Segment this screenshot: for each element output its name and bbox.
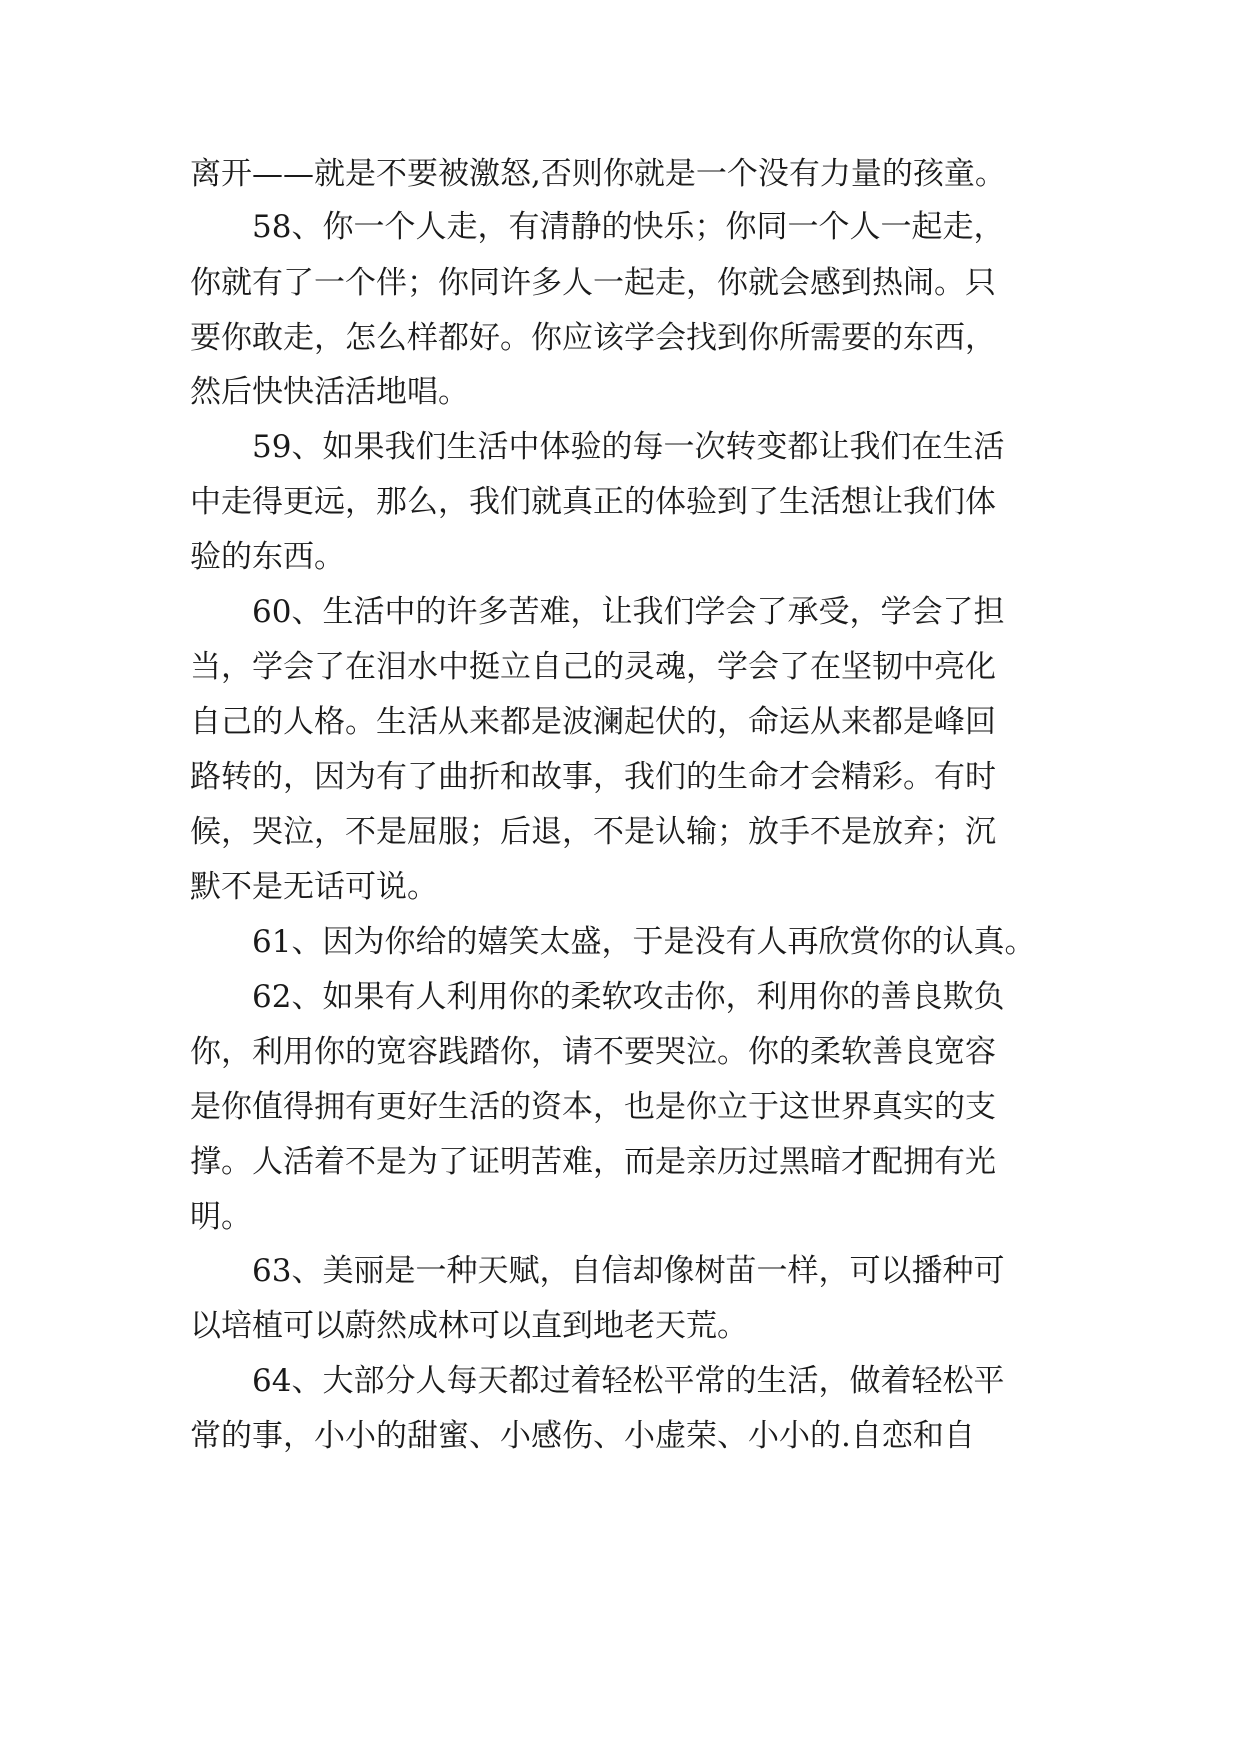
text-line: 验的东西。 <box>190 539 345 575</box>
paragraph-58-line: 58、你一个人走，有清静的快乐；你同一个人一起走， <box>252 209 1005 245</box>
text-line: 要你敢走，怎么样都好。你应该学会找到你所需要的东西， <box>190 320 996 356</box>
paragraph-63-line: 63、美丽是一种天赋，自信却像树苗一样，可以播种可 <box>252 1253 1005 1289</box>
paragraph-64-line: 64、大部分人每天都过着轻松平常的生活，做着轻松平 <box>252 1363 1005 1399</box>
text-line: 是你值得拥有更好生活的资本，也是你立于这世界真实的支 <box>190 1089 996 1125</box>
text-line: 以培植可以蔚然成林可以直到地老天荒。 <box>190 1308 748 1344</box>
text-line: 候，哭泣，不是屈服；后退，不是认输；放手不是放弃；沉 <box>190 814 996 850</box>
text-line: 撑。人活着不是为了证明苦难，而是亲历过黑暗才配拥有光 <box>190 1144 996 1180</box>
text-line: 你，利用你的宽容践踏你，请不要哭泣。你的柔软善良宽容 <box>190 1034 996 1070</box>
paragraph-60-line: 60、生活中的许多苦难，让我们学会了承受，学会了担 <box>252 594 1005 630</box>
text-line: 你就有了一个伴；你同许多人一起走，你就会感到热闹。只 <box>190 265 996 301</box>
text-line: 常的事，小小的甜蜜、小感伤、小虚荣、小小的.自恋和自 <box>190 1418 975 1454</box>
text-line: 默不是无话可说。 <box>190 869 438 905</box>
text-line: 当，学会了在泪水中挺立自己的灵魂，学会了在坚韧中亮化 <box>190 649 996 685</box>
paragraph-61-line: 61、因为你给的嬉笑太盛，于是没有人再欣赏你的认真。 <box>252 924 1036 960</box>
text-line: 然后快快活活地唱。 <box>190 374 469 410</box>
text-line: 中走得更远，那么，我们就真正的体验到了生活想让我们体 <box>190 484 996 520</box>
paragraph-59-line: 59、如果我们生活中体验的每一次转变都让我们在生活 <box>252 429 1005 465</box>
text-line: 路转的，因为有了曲折和故事，我们的生命才会精彩。有时 <box>190 759 996 795</box>
text-line: 自己的人格。生活从来都是波澜起伏的，命运从来都是峰回 <box>190 704 996 740</box>
text-line: 明。 <box>190 1199 252 1235</box>
paragraph-62-line: 62、如果有人利用你的柔软攻击你，利用你的善良欺负 <box>252 979 1005 1015</box>
text-line: 离开——就是不要被激怒,否则你就是一个没有力量的孩童。 <box>190 156 1006 192</box>
